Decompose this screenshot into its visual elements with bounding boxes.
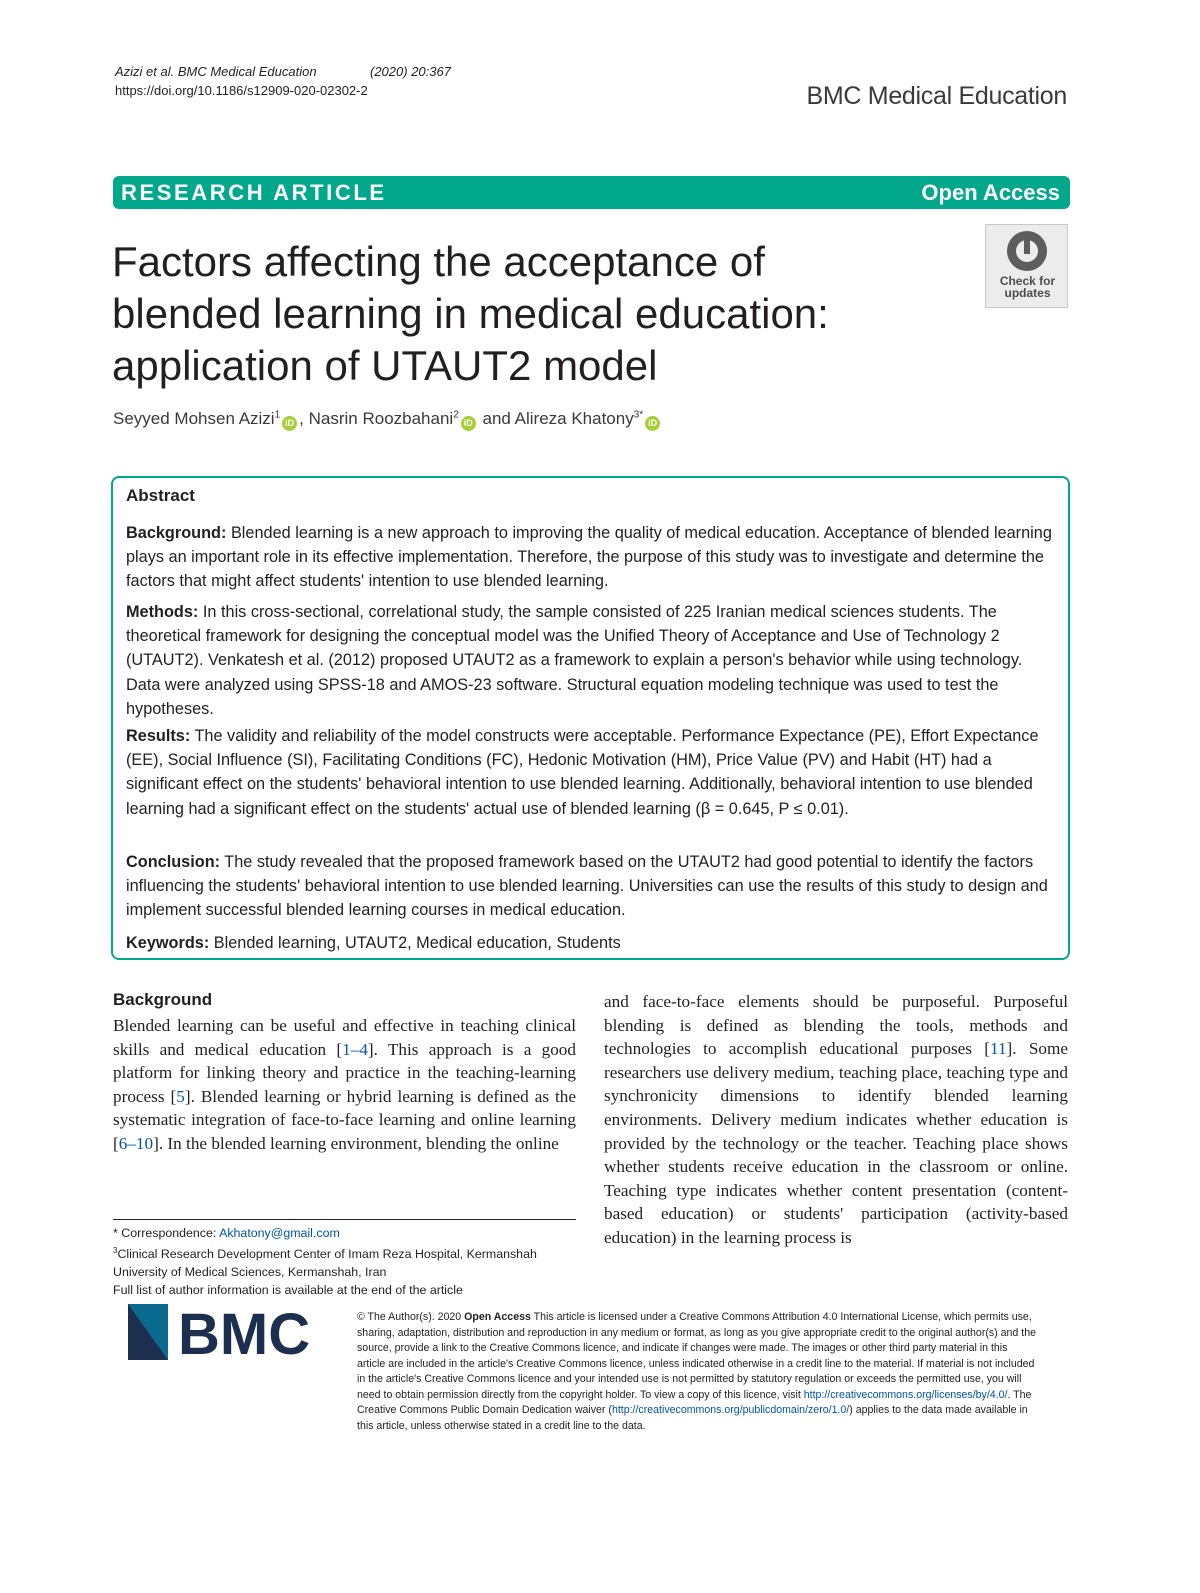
body-column-left (113, 1014, 576, 1156)
body-text: ]. Blended learning or hybrid learning is defined as the systematic integration of face-to-face learning and online learning [ (113, 1086, 576, 1153)
check-for-updates-badge[interactable] (985, 224, 1068, 308)
footnote-divider (113, 1219, 576, 1220)
article-type: RESEARCH ARTICLE (121, 180, 387, 205)
orcid-icon[interactable]: iD (645, 416, 660, 431)
body-column-right (604, 990, 1068, 1250)
correspondence-email[interactable]: Akhatony@gmail.com (219, 1226, 340, 1240)
abstract-label: Background: (126, 524, 227, 542)
doi-link[interactable]: https://doi.org/10.1186/s12909-020-02302-2 (115, 83, 368, 98)
author-name[interactable]: Seyyed Mohsen Azizi (113, 409, 275, 428)
author-separator: and (477, 409, 515, 428)
citation-line (115, 64, 451, 79)
bmc-logo (128, 1304, 332, 1364)
bmc-logo-mark (128, 1304, 332, 1364)
abstract-heading: Abstract (126, 486, 195, 505)
abstract-text: The validity and reliability of the model constructs were acceptable. Performance Expectance (PE), Effort Expectance (EE), Social Influence (SI), Facilitating Conditions (FC), Hedonic Motivation (HM), Price Value (PV) and Habit (HT) had a significant effect on the students' behavioral intention to use blended learning. Additionally, behavioral intention to use blended learning had a significant effect on the students' actual use of blended learning (β = 0.645, P ≤ 0.01). (126, 727, 1039, 818)
author-affiliation-sup: 2 (453, 409, 459, 421)
abstract-text: The study revealed that the proposed framework based on the UTAUT2 had good potential to identify the factors influencing the students' behavioral intention to use blended learning. Universities can use the results of this study to design and implement successful blended learning courses in medical education. (126, 853, 1048, 920)
abstract-label: Results: (126, 727, 191, 745)
citation-link[interactable]: 1–4 (342, 1039, 368, 1059)
open-access-label-bold: Open Access (464, 1311, 531, 1323)
open-access-label: Open Access (921, 180, 1060, 205)
body-text: ]. Some researchers use delivery medium, teaching place, teaching type and synchronicity dimensions to identify blended learning environments. Delivery medium indicates whether education is provided by the technology or the teacher. Teaching place shows whether students receive education in the classroom or online. Teaching type indicates whether content presentation (content-based education) or students' participation (activity-based education) in the learning process is (604, 1039, 1069, 1247)
orcid-icon[interactable]: iD (461, 416, 476, 431)
title-line-2: blended learning in medical education: (112, 290, 829, 337)
author-affiliation-sup: 1 (274, 409, 281, 421)
abstract-text: In this cross-sectional, correlational study, the sample consisted of 225 Iranian medical sciences students. The theoretical framework for designing the conceptual model was the Unified Theory of Acceptance and Use of Technology 2 (UTAUT2). Venkatesh et al. (2012) proposed UTAUT2 as a framework to explain a person's behavior while using technology. Data were analyzed using SPSS-18 and AMOS-23 software. Structural equation modeling technique was used to test the hypotheses. (126, 603, 1023, 718)
abstract-label: Keywords: (126, 934, 210, 952)
cc-zero-link[interactable]: http://creativecommons.org/publicdomain/zero/1.0/ (611, 1404, 850, 1416)
correspondence-note: * Correspondence: Akhatony@gmail.com (113, 1226, 340, 1240)
article-title (112, 236, 952, 392)
abstract-text: Blended learning is a new approach to improving the quality of medical education. Acceptance of blended learning plays an important role in its effective implementation. Therefore, the purpose of this study was to investigate and determine the factors that might affect students' intention to use blended learning. (126, 524, 1052, 591)
license-statement: © The Author(s). 2020 Open Access This article is licensed under a Creative Commons Attribution 4.0 International License, which permits use, sharing, adaptation, distribution and reproduction in any medium or format, as long as you give appropriate credit to the original author(s) and the source, provide a link to the Creative Commons licence, and indicate if changes were made. The images or other third party material in this article are included in the article's Creative Commons licence, unless indicated otherwise in a credit line to the material. If material is not included in the article's Creative Commons licence and your intended use is not permitted by statutory regulation or exceeds the permitted use, you will need to obtain permission directly from the copyright holder. To view a copy of this licence, visit http://creativecommons.org/licenses/by/4.0/. The Creative Commons Public Domain Dedication waiver (http://creativecommons.org/publicdomain/zero/1.0/) applies to the data made available in this article, unless otherwise stated in a credit line to the data. (357, 1311, 1036, 1432)
article-banner (113, 176, 1070, 209)
author-list (113, 409, 662, 431)
abstract-label: Conclusion: (126, 853, 221, 871)
author-affiliation-sup: 3* (633, 409, 644, 421)
body-text: Blended learning can be useful and effective in teaching clinical skills and medical education [ (113, 1016, 576, 1059)
body-text: ]. In the blended learning environment, blending the online (153, 1133, 559, 1153)
abstract-methods (126, 600, 1056, 721)
author-name[interactable]: Nasrin Roozbahani (308, 409, 454, 428)
citation-link[interactable]: 5 (176, 1086, 185, 1106)
author-separator: , (299, 409, 309, 428)
citation-link[interactable]: 11 (989, 1039, 1007, 1059)
crossmark-icon (1007, 231, 1047, 271)
abstract-conclusion (126, 850, 1056, 923)
body-text: ]. This approach is a good platform for linking theory and practice in the teaching-learning process [ (113, 1039, 576, 1106)
bmc-logo-text: BMC (178, 1304, 311, 1364)
citation-year-volume: (2020) 20:367 (370, 64, 451, 79)
citation-link[interactable]: 6–10 (118, 1133, 154, 1153)
abstract-box (111, 476, 1070, 960)
abstract-label: Methods: (126, 603, 199, 621)
orcid-icon[interactable]: iD (282, 416, 297, 431)
journal-name: BMC Medical Education (806, 82, 1067, 110)
abstract-keywords (126, 931, 1056, 955)
citation-journal: Azizi et al. BMC Medical Education (115, 64, 317, 79)
title-line-1: Factors affecting the acceptance of (112, 238, 765, 285)
section-heading: Background (113, 990, 213, 1009)
badge-line-1: Check for (999, 274, 1056, 288)
abstract-background (126, 521, 1056, 594)
abstract-text: Blended learning, UTAUT2, Medical education, Students (209, 934, 621, 952)
title-line-3: application of UTAUT2 model (112, 342, 658, 389)
author-name[interactable]: Alireza Khatony (514, 409, 634, 428)
abstract-results (126, 724, 1056, 821)
body-text: and face-to-face elements should be purposeful. Purposeful blending is defined as blending the tools, methods and technologies to accomplish educational purposes [ (604, 992, 1068, 1059)
author-info-note: Full list of author information is available at the end of the article (113, 1283, 463, 1298)
footnotes (113, 1224, 583, 1299)
cc-by-link[interactable]: http://creativecommons.org/licenses/by/4.0/ (803, 1388, 1008, 1401)
badge-line-2: updates (1004, 286, 1051, 300)
affiliation-note: $^3$Clinical Research Development Center of Imam Reza Hospital, Kermanshah University of Medical Sciences, Kermanshah, Iran (113, 1246, 537, 1280)
